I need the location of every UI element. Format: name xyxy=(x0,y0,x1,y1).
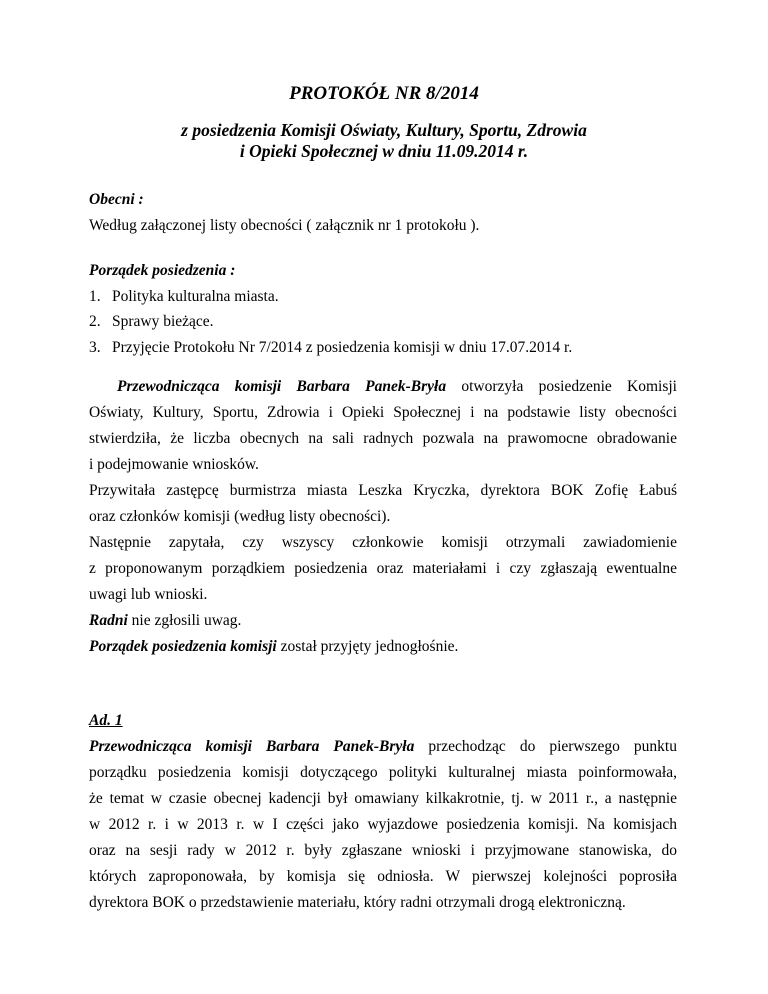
agenda-item xyxy=(89,288,677,306)
radni-text: nie zgłosili uwag. xyxy=(127,612,242,629)
opening-line-9: uwagi lub wnioski. xyxy=(89,586,208,603)
ad1-heading: Ad. 1 xyxy=(89,712,123,729)
opening-line-5: Przywitała zastępcę burmistrza miasta Leszka Kryczka, dyrektora BOK Zofię Łabuś xyxy=(89,482,677,499)
ad1-line-2: porządku posiedzenia komisji dotyczącego polityki kulturalnej miasta poinformowała, xyxy=(89,764,677,781)
opening-line-7: Następnie zapytała, czy wszyscy członkowie komisji otrzymali zawiadomienie xyxy=(89,534,677,551)
agenda-item-text: Przyjęcie Protokołu Nr 7/2014 z posiedzenia komisji w dniu 17.07.2014 r. xyxy=(112,339,573,356)
opening-line-3: stwierdziła, że liczba obecnych na sali radnych pozwala na prawomocne obradowanie xyxy=(89,430,677,447)
ad1-line-3: że temat w czasie obecnej kadencji był omawiany kilkakrotnie, tj. w 2011 r., a następnie xyxy=(89,790,677,807)
agenda-item xyxy=(89,339,677,357)
radni-label: Radni xyxy=(89,612,128,629)
agenda-item-text: Sprawy bieżące. xyxy=(112,313,214,330)
porzadek-label: Porządek posiedzenia komisji xyxy=(89,638,277,655)
agenda-item-number: 2. xyxy=(89,313,101,330)
radni-line xyxy=(89,612,677,630)
ad1-line-4: w 2012 r. i w 2013 r. w I części jako wyjazdowe posiedzenia komisji. Na komisjach xyxy=(89,816,677,833)
porzadek-text: został przyjęty jednogłośnie. xyxy=(276,638,459,655)
opening-line-4: i podejmowanie wniosków. xyxy=(89,456,259,473)
subtitle-line-2: i Opieki Społecznej w dniu 11.09.2014 r. xyxy=(239,141,529,161)
opening-line-1 xyxy=(117,378,677,396)
ad1-line-6: których zaproponowała, by komisja się odniosła. W pierwszej kolejności poprosiła xyxy=(89,868,677,885)
ad1-line-5: oraz na sesji rady w 2012 r. były zgłaszane wnioski i przyjmowane stanowiska, do xyxy=(89,842,677,859)
agenda-item-text: Polityka kulturalna miasta. xyxy=(112,288,279,305)
present-heading: Obecni : xyxy=(89,191,144,208)
opening-line-8: z proponowanym porządkiem posiedzenia oraz materiałami i czy zgłaszają ewentualne xyxy=(89,560,677,577)
ad1-text: przechodząc do pierwszego punktu xyxy=(414,738,677,755)
ad1-line-1 xyxy=(89,738,677,756)
opening-line-2: Oświaty, Kultury, Sportu, Zdrowia i Opieki Społecznej i na podstawie listy obecności xyxy=(89,404,677,421)
agenda-item-number: 1. xyxy=(89,288,101,305)
chair-name: Przewodnicząca komisji Barbara Panek-Bryła xyxy=(89,738,415,755)
porzadek-line xyxy=(89,638,677,656)
ad1-line-7: dyrektora BOK o przedstawienie materiału, który radni otrzymali drogą elektroniczną. xyxy=(89,894,626,911)
present-text: Według załączonej listy obecności ( załącznik nr 1 protokołu ). xyxy=(89,217,480,234)
agenda-item-number: 3. xyxy=(89,339,101,356)
chair-name: Przewodnicząca komisji Barbara Panek-Bryła xyxy=(117,378,447,395)
opening-text: otworzyła posiedzenie Komisji xyxy=(446,378,677,395)
agenda-item xyxy=(89,313,677,331)
opening-line-6: oraz członków komisji (według listy obecności). xyxy=(89,508,391,525)
agenda-heading: Porządek posiedzenia : xyxy=(89,262,236,279)
page-title: PROTOKÓŁ NR 8/2014 xyxy=(289,83,479,104)
subtitle-line-1: z posiedzenia Komisji Oświaty, Kultury, Sportu, Zdrowia xyxy=(181,120,587,140)
